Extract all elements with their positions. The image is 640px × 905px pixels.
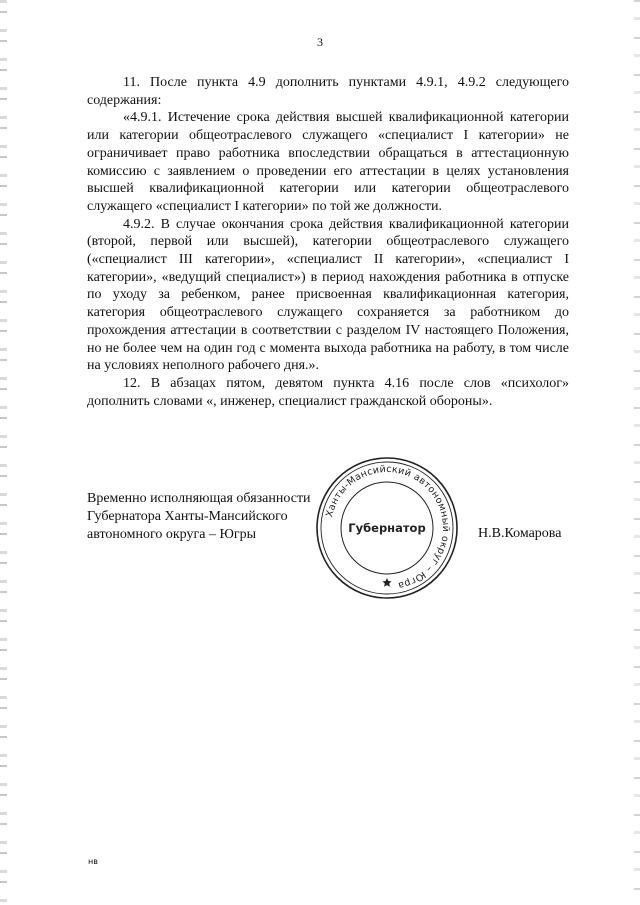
signatory-position-line: Временно исполняющая обязанности [87,491,311,506]
document-body [87,74,569,410]
paragraph-12: 12. В абзацах пятом, девятом пункта 4.16 после слов «психолог» дополнить словами «, инженер, специалист гражданской обороны». [87,375,569,409]
official-seal [314,455,460,601]
signatory-position-line: Губернатора Ханты-Мансийского [87,509,288,524]
scan-edge-left [0,0,7,905]
seal-center-text: Губернатор [348,521,426,535]
paragraph-4-9-1: «4.9.1. Истечение срока действия высшей квалификационной категории или категории общеотраслевого служащего «специалист I категории» не ограничивает право работника впоследствии обращаться в аттестационную комиссию с заявлением о проведении его аттестации в целях установления высшей квалификационной категории или категории общеотраслевого служащего «специалист I категории» по той же должности. [87,110,569,214]
page-number: 3 [317,35,323,49]
signatory-position [87,490,327,544]
footer-initials: нв [88,857,98,866]
signatory-position-line: автономного округа – Югры [87,527,256,542]
signatory-name: Н.В.Комарова [478,526,562,541]
scan-edge-right [634,0,640,905]
paragraph-4-9-2: 4.9.2. В случае окончания срока действия квалификационной категории (второй, первой или высшей), категории общеотраслевого служащего («специалист III категории», «специалист II категории», «специалист I категории», «ведущий специалист») в период нахождения работника в отпуске по уходу за ребенком, ранее присвоенная квалификационная категория, категория общеотраслевого служащего сохраняется за работником до прохождения аттестации в соответствии с разделом IV настоящего Положения, но не более чем на один год с момента выхода работника на работу, в том числе на условиях неполного рабочего дня.». [87,216,569,374]
seal-ring-text: Ханты-Мансийский автономный округ – Югра [324,463,452,591]
star-icon [382,578,391,587]
paragraph-11: 11. После пункта 4.9 дополнить пунктами 4.9.1, 4.9.2 следующего содержания: [87,75,569,108]
